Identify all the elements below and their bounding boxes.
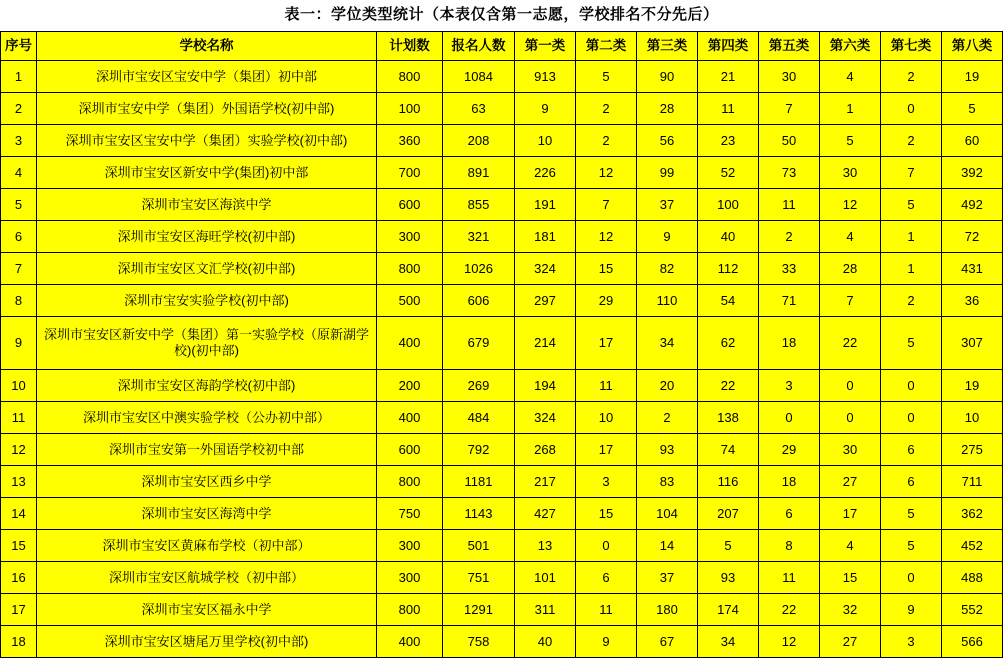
cell-cat5: 33 <box>759 253 820 285</box>
cell-cat6: 27 <box>820 626 881 658</box>
cell-cat4: 11 <box>698 93 759 125</box>
cell-cat6: 28 <box>820 253 881 285</box>
cell-index: 8 <box>1 285 37 317</box>
cell-cat5: 12 <box>759 626 820 658</box>
cell-applicants: 208 <box>443 125 515 157</box>
cell-school: 深圳市宝安区西乡中学 <box>37 466 377 498</box>
cell-cat3: 93 <box>637 434 698 466</box>
cell-cat5: 0 <box>759 402 820 434</box>
cell-applicants: 1143 <box>443 498 515 530</box>
cell-applicants: 855 <box>443 189 515 221</box>
cell-cat5: 11 <box>759 562 820 594</box>
cell-plan: 360 <box>377 125 443 157</box>
cell-cat4: 112 <box>698 253 759 285</box>
cell-school: 深圳市宝安区文汇学校(初中部) <box>37 253 377 285</box>
cell-cat2: 11 <box>576 370 637 402</box>
table-row <box>1 562 1003 594</box>
cell-cat1: 324 <box>515 253 576 285</box>
header-cat5: 第五类 <box>759 32 820 61</box>
cell-cat7: 2 <box>881 61 942 93</box>
cell-cat2: 2 <box>576 125 637 157</box>
table-row <box>1 317 1003 370</box>
cell-cat8: 362 <box>942 498 1003 530</box>
cell-school: 深圳市宝安区宝安中学（集团）实验学校(初中部) <box>37 125 377 157</box>
cell-cat2: 2 <box>576 93 637 125</box>
cell-cat7: 2 <box>881 125 942 157</box>
cell-cat3: 37 <box>637 189 698 221</box>
cell-cat1: 9 <box>515 93 576 125</box>
cell-cat5: 22 <box>759 594 820 626</box>
header-cat8: 第八类 <box>942 32 1003 61</box>
cell-cat6: 4 <box>820 530 881 562</box>
cell-cat1: 297 <box>515 285 576 317</box>
cell-cat3: 83 <box>637 466 698 498</box>
cell-applicants: 501 <box>443 530 515 562</box>
cell-cat2: 12 <box>576 157 637 189</box>
cell-cat2: 7 <box>576 189 637 221</box>
cell-plan: 600 <box>377 189 443 221</box>
cell-cat1: 268 <box>515 434 576 466</box>
table-row <box>1 221 1003 253</box>
cell-cat2: 10 <box>576 402 637 434</box>
cell-plan: 400 <box>377 402 443 434</box>
cell-cat4: 116 <box>698 466 759 498</box>
cell-plan: 300 <box>377 562 443 594</box>
cell-index: 7 <box>1 253 37 285</box>
cell-cat3: 110 <box>637 285 698 317</box>
header-school: 学校名称 <box>37 32 377 61</box>
cell-cat8: 566 <box>942 626 1003 658</box>
cell-school: 深圳市宝安区海韵学校(初中部) <box>37 370 377 402</box>
cell-cat2: 9 <box>576 626 637 658</box>
cell-applicants: 269 <box>443 370 515 402</box>
cell-index: 15 <box>1 530 37 562</box>
cell-index: 4 <box>1 157 37 189</box>
cell-cat4: 5 <box>698 530 759 562</box>
cell-applicants: 758 <box>443 626 515 658</box>
cell-cat1: 191 <box>515 189 576 221</box>
cell-cat4: 138 <box>698 402 759 434</box>
cell-school: 深圳市宝安第一外国语学校初中部 <box>37 434 377 466</box>
table-row <box>1 253 1003 285</box>
cell-index: 10 <box>1 370 37 402</box>
cell-plan: 400 <box>377 317 443 370</box>
cell-index: 9 <box>1 317 37 370</box>
cell-school: 深圳市宝安区福永中学 <box>37 594 377 626</box>
cell-cat1: 10 <box>515 125 576 157</box>
cell-cat4: 100 <box>698 189 759 221</box>
cell-cat8: 5 <box>942 93 1003 125</box>
cell-cat6: 12 <box>820 189 881 221</box>
cell-cat4: 21 <box>698 61 759 93</box>
cell-cat8: 492 <box>942 189 1003 221</box>
header-index: 序号 <box>1 32 37 61</box>
header-applicants: 报名人数 <box>443 32 515 61</box>
cell-cat6: 22 <box>820 317 881 370</box>
cell-school: 深圳市宝安区新安中学（集团）第一实验学校（原新湖学校)(初中部) <box>37 317 377 370</box>
table-row <box>1 157 1003 189</box>
cell-cat8: 552 <box>942 594 1003 626</box>
cell-cat7: 6 <box>881 434 942 466</box>
cell-cat6: 0 <box>820 370 881 402</box>
cell-cat4: 74 <box>698 434 759 466</box>
cell-cat7: 5 <box>881 189 942 221</box>
header-plan: 计划数 <box>377 32 443 61</box>
cell-cat8: 275 <box>942 434 1003 466</box>
cell-plan: 200 <box>377 370 443 402</box>
table-row <box>1 93 1003 125</box>
cell-cat1: 40 <box>515 626 576 658</box>
cell-cat1: 324 <box>515 402 576 434</box>
cell-cat1: 194 <box>515 370 576 402</box>
cell-school: 深圳市宝安区海滨中学 <box>37 189 377 221</box>
cell-index: 1 <box>1 61 37 93</box>
cell-index: 12 <box>1 434 37 466</box>
cell-index: 11 <box>1 402 37 434</box>
cell-cat2: 17 <box>576 434 637 466</box>
cell-cat3: 180 <box>637 594 698 626</box>
cell-cat1: 311 <box>515 594 576 626</box>
cell-cat3: 20 <box>637 370 698 402</box>
cell-cat6: 15 <box>820 562 881 594</box>
table-row <box>1 61 1003 93</box>
page-title: 表一：学位类型统计（本表仅含第一志愿，学校排名不分先后） <box>284 6 719 23</box>
cell-cat5: 2 <box>759 221 820 253</box>
cell-cat3: 104 <box>637 498 698 530</box>
cell-index: 18 <box>1 626 37 658</box>
cell-plan: 100 <box>377 93 443 125</box>
header-cat3: 第三类 <box>637 32 698 61</box>
cell-applicants: 751 <box>443 562 515 594</box>
cell-cat8: 431 <box>942 253 1003 285</box>
cell-cat5: 50 <box>759 125 820 157</box>
table-row <box>1 125 1003 157</box>
table-row <box>1 594 1003 626</box>
cell-cat8: 19 <box>942 370 1003 402</box>
cell-cat3: 37 <box>637 562 698 594</box>
cell-school: 深圳市宝安区宝安中学（集团）初中部 <box>37 61 377 93</box>
cell-cat1: 226 <box>515 157 576 189</box>
cell-cat5: 18 <box>759 466 820 498</box>
cell-cat4: 34 <box>698 626 759 658</box>
cell-cat2: 12 <box>576 221 637 253</box>
cell-cat7: 0 <box>881 93 942 125</box>
cell-cat8: 19 <box>942 61 1003 93</box>
header-cat7: 第七类 <box>881 32 942 61</box>
cell-index: 5 <box>1 189 37 221</box>
cell-index: 16 <box>1 562 37 594</box>
cell-cat6: 4 <box>820 221 881 253</box>
table-row <box>1 189 1003 221</box>
cell-plan: 300 <box>377 221 443 253</box>
cell-cat4: 40 <box>698 221 759 253</box>
cell-cat5: 18 <box>759 317 820 370</box>
cell-cat7: 1 <box>881 221 942 253</box>
cell-cat5: 30 <box>759 61 820 93</box>
cell-cat7: 0 <box>881 562 942 594</box>
cell-cat7: 5 <box>881 530 942 562</box>
cell-cat1: 217 <box>515 466 576 498</box>
cell-cat3: 90 <box>637 61 698 93</box>
cell-cat1: 181 <box>515 221 576 253</box>
header-cat1: 第一类 <box>515 32 576 61</box>
cell-cat1: 427 <box>515 498 576 530</box>
table-row <box>1 626 1003 658</box>
cell-plan: 500 <box>377 285 443 317</box>
cell-cat8: 488 <box>942 562 1003 594</box>
table-header-row <box>1 32 1003 61</box>
cell-cat7: 1 <box>881 253 942 285</box>
cell-cat2: 5 <box>576 61 637 93</box>
cell-cat7: 3 <box>881 626 942 658</box>
cell-cat7: 7 <box>881 157 942 189</box>
cell-cat7: 0 <box>881 402 942 434</box>
cell-cat8: 10 <box>942 402 1003 434</box>
cell-cat8: 452 <box>942 530 1003 562</box>
cell-cat5: 73 <box>759 157 820 189</box>
cell-cat3: 67 <box>637 626 698 658</box>
cell-applicants: 321 <box>443 221 515 253</box>
cell-school: 深圳市宝安区黄麻布学校（初中部） <box>37 530 377 562</box>
cell-cat4: 54 <box>698 285 759 317</box>
cell-cat1: 13 <box>515 530 576 562</box>
cell-cat7: 2 <box>881 285 942 317</box>
cell-index: 17 <box>1 594 37 626</box>
cell-cat6: 0 <box>820 402 881 434</box>
cell-cat4: 62 <box>698 317 759 370</box>
cell-cat6: 30 <box>820 157 881 189</box>
cell-school: 深圳市宝安区新安中学(集团)初中部 <box>37 157 377 189</box>
cell-school: 深圳市宝安中学（集团）外国语学校(初中部) <box>37 93 377 125</box>
cell-plan: 800 <box>377 253 443 285</box>
cell-cat2: 11 <box>576 594 637 626</box>
cell-cat5: 3 <box>759 370 820 402</box>
cell-cat2: 6 <box>576 562 637 594</box>
cell-cat6: 27 <box>820 466 881 498</box>
cell-plan: 800 <box>377 594 443 626</box>
cell-cat2: 15 <box>576 253 637 285</box>
table-row <box>1 498 1003 530</box>
cell-cat6: 17 <box>820 498 881 530</box>
header-cat4: 第四类 <box>698 32 759 61</box>
cell-school: 深圳市宝安区海旺学校(初中部) <box>37 221 377 253</box>
cell-index: 2 <box>1 93 37 125</box>
cell-cat2: 3 <box>576 466 637 498</box>
cell-cat3: 82 <box>637 253 698 285</box>
cell-applicants: 891 <box>443 157 515 189</box>
cell-plan: 700 <box>377 157 443 189</box>
cell-plan: 750 <box>377 498 443 530</box>
cell-cat8: 711 <box>942 466 1003 498</box>
cell-school: 深圳市宝安区航城学校（初中部） <box>37 562 377 594</box>
cell-cat6: 7 <box>820 285 881 317</box>
cell-cat3: 34 <box>637 317 698 370</box>
cell-cat3: 56 <box>637 125 698 157</box>
header-cat6: 第六类 <box>820 32 881 61</box>
cell-cat7: 9 <box>881 594 942 626</box>
cell-applicants: 679 <box>443 317 515 370</box>
cell-applicants: 63 <box>443 93 515 125</box>
cell-cat7: 5 <box>881 498 942 530</box>
cell-cat5: 71 <box>759 285 820 317</box>
cell-cat1: 913 <box>515 61 576 93</box>
cell-index: 14 <box>1 498 37 530</box>
cell-cat6: 30 <box>820 434 881 466</box>
cell-cat8: 307 <box>942 317 1003 370</box>
cell-cat2: 29 <box>576 285 637 317</box>
cell-cat5: 29 <box>759 434 820 466</box>
cell-school: 深圳市宝安实验学校(初中部) <box>37 285 377 317</box>
cell-cat8: 36 <box>942 285 1003 317</box>
cell-cat6: 32 <box>820 594 881 626</box>
cell-cat5: 6 <box>759 498 820 530</box>
cell-cat6: 4 <box>820 61 881 93</box>
cell-cat2: 15 <box>576 498 637 530</box>
cell-plan: 800 <box>377 61 443 93</box>
cell-cat5: 11 <box>759 189 820 221</box>
statistics-table <box>0 31 1003 658</box>
cell-cat2: 0 <box>576 530 637 562</box>
table-row <box>1 370 1003 402</box>
cell-cat7: 6 <box>881 466 942 498</box>
cell-cat7: 5 <box>881 317 942 370</box>
table-row <box>1 530 1003 562</box>
cell-index: 13 <box>1 466 37 498</box>
cell-cat4: 22 <box>698 370 759 402</box>
cell-cat4: 52 <box>698 157 759 189</box>
cell-applicants: 1026 <box>443 253 515 285</box>
cell-cat3: 28 <box>637 93 698 125</box>
cell-applicants: 1084 <box>443 61 515 93</box>
cell-cat4: 23 <box>698 125 759 157</box>
cell-cat4: 174 <box>698 594 759 626</box>
header-cat2: 第二类 <box>576 32 637 61</box>
cell-index: 6 <box>1 221 37 253</box>
cell-school: 深圳市宝安区塘尾万里学校(初中部) <box>37 626 377 658</box>
cell-plan: 300 <box>377 530 443 562</box>
cell-cat7: 0 <box>881 370 942 402</box>
table-row <box>1 402 1003 434</box>
cell-cat5: 7 <box>759 93 820 125</box>
cell-cat3: 9 <box>637 221 698 253</box>
cell-cat3: 99 <box>637 157 698 189</box>
cell-plan: 600 <box>377 434 443 466</box>
cell-applicants: 1291 <box>443 594 515 626</box>
cell-index: 3 <box>1 125 37 157</box>
cell-plan: 400 <box>377 626 443 658</box>
cell-cat1: 214 <box>515 317 576 370</box>
cell-applicants: 606 <box>443 285 515 317</box>
cell-applicants: 1181 <box>443 466 515 498</box>
cell-cat4: 93 <box>698 562 759 594</box>
cell-school: 深圳市宝安区海湾中学 <box>37 498 377 530</box>
cell-cat3: 2 <box>637 402 698 434</box>
cell-cat4: 207 <box>698 498 759 530</box>
cell-cat8: 72 <box>942 221 1003 253</box>
cell-cat2: 17 <box>576 317 637 370</box>
cell-applicants: 792 <box>443 434 515 466</box>
cell-cat1: 101 <box>515 562 576 594</box>
table-row <box>1 466 1003 498</box>
cell-cat6: 1 <box>820 93 881 125</box>
table-row <box>1 434 1003 466</box>
cell-applicants: 484 <box>443 402 515 434</box>
cell-plan: 800 <box>377 466 443 498</box>
cell-school: 深圳市宝安区中澳实验学校（公办初中部） <box>37 402 377 434</box>
cell-cat5: 8 <box>759 530 820 562</box>
cell-cat6: 5 <box>820 125 881 157</box>
table-row <box>1 285 1003 317</box>
cell-cat8: 60 <box>942 125 1003 157</box>
cell-cat3: 14 <box>637 530 698 562</box>
cell-cat8: 392 <box>942 157 1003 189</box>
